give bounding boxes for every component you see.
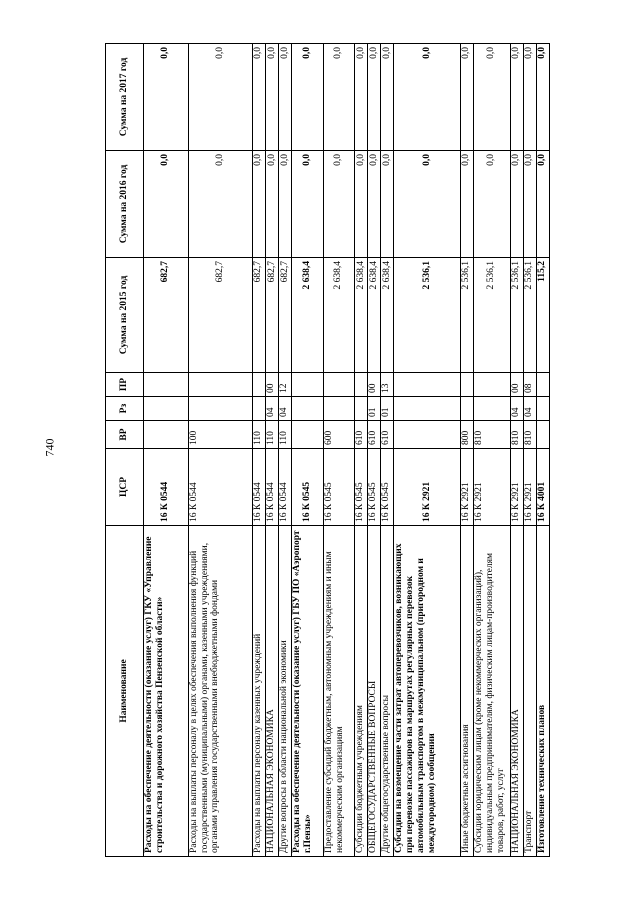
row-name: Расходы на обеспечение деятельности (оказание услуг) ГКУ «Управление строительства и дорожного хозяйства Пензенской области» xyxy=(144,526,189,857)
row-sum-2017: 0,0 xyxy=(265,44,278,151)
row-pr: 00 xyxy=(510,373,523,397)
row-sum-2016: 0,0 xyxy=(460,151,473,258)
row-name: Другие общегосударственные вопросы xyxy=(381,526,394,857)
row-sum-2016: 0,0 xyxy=(355,151,368,258)
row-rz xyxy=(144,397,189,421)
row-vr: 600 xyxy=(323,421,355,449)
row-pr: 00 xyxy=(368,373,381,397)
row-sum-2017: 0,0 xyxy=(368,44,381,151)
row-csr: 16 К 0544 xyxy=(144,449,189,526)
table-row xyxy=(355,44,368,857)
row-csr: 16 К 0545 xyxy=(368,449,381,526)
row-sum-2015: 2 536,1 xyxy=(473,258,510,373)
row-rz: 01 xyxy=(381,397,394,421)
row-csr: 16 К 0544 xyxy=(279,449,292,526)
table-row xyxy=(460,44,473,857)
column-header-rz: Рз xyxy=(106,397,144,421)
row-csr: 16 К 0545 xyxy=(355,449,368,526)
table-row xyxy=(536,44,549,857)
row-sum-2017: 0,0 xyxy=(394,44,460,151)
table-row xyxy=(188,44,252,857)
row-name: Иные бюджетные ассигнования xyxy=(460,526,473,857)
row-sum-2016: 0,0 xyxy=(188,151,252,258)
row-sum-2015: 682,7 xyxy=(144,258,189,373)
column-header-name: Наименование xyxy=(106,526,144,857)
row-sum-2016: 0,0 xyxy=(510,151,523,258)
row-vr xyxy=(292,421,324,449)
row-csr: 16 К 2921 xyxy=(394,449,460,526)
row-rz: 04 xyxy=(265,397,278,421)
row-rz xyxy=(536,397,549,421)
row-csr: 16 К 0544 xyxy=(265,449,278,526)
row-sum-2017: 0,0 xyxy=(381,44,394,151)
table-row xyxy=(265,44,278,857)
row-csr: 16 К 4001 xyxy=(536,449,549,526)
row-sum-2015: 682,7 xyxy=(252,258,265,373)
row-sum-2017: 0,0 xyxy=(510,44,523,151)
column-header-2015: Сумма на 2015 год xyxy=(106,258,144,373)
row-name: Расходы на выплаты персоналу казенных учреждений xyxy=(252,526,265,857)
column-header-2016: Сумма на 2016 год xyxy=(106,151,144,258)
row-csr: 16 К 0545 xyxy=(381,449,394,526)
row-pr: 12 xyxy=(279,373,292,397)
row-pr xyxy=(144,373,189,397)
row-pr xyxy=(188,373,252,397)
row-sum-2017: 0,0 xyxy=(536,44,549,151)
row-vr: 810 xyxy=(510,421,523,449)
row-pr xyxy=(292,373,324,397)
row-sum-2017: 0,0 xyxy=(252,44,265,151)
row-sum-2017: 0,0 xyxy=(473,44,510,151)
table-row xyxy=(368,44,381,857)
row-sum-2015: 2 536,1 xyxy=(394,258,460,373)
table-row xyxy=(252,44,265,857)
row-pr: 08 xyxy=(523,373,536,397)
row-sum-2016: 0,0 xyxy=(265,151,278,258)
row-sum-2017: 0,0 xyxy=(323,44,355,151)
row-rz: 04 xyxy=(510,397,523,421)
row-vr: 110 xyxy=(279,421,292,449)
row-sum-2015: 2 536,1 xyxy=(510,258,523,373)
row-sum-2015: 2 638,4 xyxy=(368,258,381,373)
row-rz xyxy=(394,397,460,421)
row-vr: 110 xyxy=(252,421,265,449)
row-name: Расходы на обеспечение деятельности (оказание услуг) ГБУ ПО «Аэропорт г.Пензы» xyxy=(292,526,324,857)
row-pr xyxy=(536,373,549,397)
row-sum-2017: 0,0 xyxy=(188,44,252,151)
row-vr: 800 xyxy=(460,421,473,449)
row-sum-2015: 115,2 xyxy=(536,258,549,373)
row-pr xyxy=(323,373,355,397)
row-sum-2015: 682,7 xyxy=(188,258,252,373)
row-sum-2016: 0,0 xyxy=(252,151,265,258)
row-sum-2017: 0,0 xyxy=(292,44,324,151)
row-rz xyxy=(460,397,473,421)
row-name: Субсидии бюджетным учреждениям xyxy=(355,526,368,857)
row-sum-2016: 0,0 xyxy=(323,151,355,258)
table-row xyxy=(523,44,536,857)
row-sum-2015: 2 638,4 xyxy=(355,258,368,373)
row-vr: 110 xyxy=(265,421,278,449)
row-csr: 16 К 0545 xyxy=(323,449,355,526)
row-csr: 16 К 2921 xyxy=(460,449,473,526)
row-rz xyxy=(292,397,324,421)
row-sum-2017: 0,0 xyxy=(355,44,368,151)
row-rz xyxy=(252,397,265,421)
row-sum-2017: 0,0 xyxy=(144,44,189,151)
row-vr: 810 xyxy=(473,421,510,449)
row-sum-2017: 0,0 xyxy=(460,44,473,151)
row-name: Субсидии на возмещение части затрат автоперевозчиков, возникающих при перевозке пассажиров на маршрутах регулярных перевозок автомобильным транспортом в межмуниципальном (пригородном и междугородном) сообщении xyxy=(394,526,460,857)
row-sum-2016: 0,0 xyxy=(368,151,381,258)
row-pr xyxy=(355,373,368,397)
row-pr xyxy=(473,373,510,397)
row-vr xyxy=(144,421,189,449)
row-sum-2017: 0,0 xyxy=(523,44,536,151)
row-name: Изготовление технических планов xyxy=(536,526,549,857)
row-sum-2016: 0,0 xyxy=(381,151,394,258)
row-csr: 16 К 2921 xyxy=(523,449,536,526)
row-sum-2015: 2 638,4 xyxy=(323,258,355,373)
row-rz xyxy=(473,397,510,421)
row-csr: 16 К 0544 xyxy=(188,449,252,526)
row-sum-2016: 0,0 xyxy=(523,151,536,258)
row-vr: 810 xyxy=(523,421,536,449)
row-name: Транспорт xyxy=(523,526,536,857)
row-sum-2016: 0,0 xyxy=(394,151,460,258)
row-rz xyxy=(323,397,355,421)
table-row xyxy=(292,44,324,857)
table-row xyxy=(381,44,394,857)
row-sum-2016: 0,0 xyxy=(292,151,324,258)
budget-table xyxy=(105,43,550,857)
row-rz: 01 xyxy=(368,397,381,421)
row-sum-2017: 0,0 xyxy=(279,44,292,151)
row-vr: 610 xyxy=(355,421,368,449)
table-row xyxy=(144,44,189,857)
row-sum-2016: 0,0 xyxy=(473,151,510,258)
row-csr: 16 К 2921 xyxy=(510,449,523,526)
table-row xyxy=(279,44,292,857)
row-sum-2016: 0,0 xyxy=(279,151,292,258)
column-header-pr: ПР xyxy=(106,373,144,397)
table-row xyxy=(394,44,460,857)
row-pr xyxy=(394,373,460,397)
row-sum-2015: 2 536,1 xyxy=(523,258,536,373)
row-vr: 100 xyxy=(188,421,252,449)
row-rz: 04 xyxy=(523,397,536,421)
table-row xyxy=(473,44,510,857)
table-row xyxy=(323,44,355,857)
row-name: НАЦИОНАЛЬНАЯ ЭКОНОМИКА xyxy=(510,526,523,857)
row-rz xyxy=(188,397,252,421)
row-rz xyxy=(355,397,368,421)
row-name: Другие вопросы в области национальной экономики xyxy=(279,526,292,857)
row-csr: 16 К 0544 xyxy=(252,449,265,526)
row-csr: 16 К 0545 xyxy=(292,449,324,526)
row-sum-2015: 2 638,4 xyxy=(381,258,394,373)
table-row xyxy=(510,44,523,857)
row-vr xyxy=(394,421,460,449)
column-header-csr: ЦСР xyxy=(106,449,144,526)
row-sum-2015: 682,7 xyxy=(265,258,278,373)
row-name: ОБЩЕГОСУДАРСТВЕННЫЕ ВОПРОСЫ xyxy=(368,526,381,857)
row-sum-2015: 2 536,1 xyxy=(460,258,473,373)
row-rz: 04 xyxy=(279,397,292,421)
row-name: НАЦИОНАЛЬНАЯ ЭКОНОМИКА xyxy=(265,526,278,857)
rotated-table-container xyxy=(105,44,550,857)
row-vr: 610 xyxy=(368,421,381,449)
row-vr xyxy=(536,421,549,449)
table-header-row xyxy=(106,44,144,857)
row-sum-2016: 0,0 xyxy=(536,151,549,258)
row-pr xyxy=(252,373,265,397)
column-header-vr: ВР xyxy=(106,421,144,449)
row-pr: 13 xyxy=(381,373,394,397)
row-pr: 00 xyxy=(265,373,278,397)
row-name: Субсидии юридическим лицам (кроме некоммерческих организаций), индивидуальным предпринимателям, физическим лицам-производителям товаров, работ, услуг xyxy=(473,526,510,857)
row-vr: 610 xyxy=(381,421,394,449)
row-csr: 16 К 2921 xyxy=(473,449,510,526)
row-sum-2015: 2 638,4 xyxy=(292,258,324,373)
row-name: Расходы на выплаты персоналу в целях обеспечения выполнения функций государственными (муниципальными) органами, казенными учреждениями, органами управления государственными внебюджетными фондами xyxy=(188,526,252,857)
row-name: Предоставление субсидий бюджетным, автономным учреждениям и иным некоммерческим организациям xyxy=(323,526,355,857)
column-header-2017: Сумма на 2017 год xyxy=(106,44,144,151)
page-number: 740 xyxy=(42,438,57,457)
row-sum-2015: 682,7 xyxy=(279,258,292,373)
row-sum-2016: 0,0 xyxy=(144,151,189,258)
row-pr xyxy=(460,373,473,397)
